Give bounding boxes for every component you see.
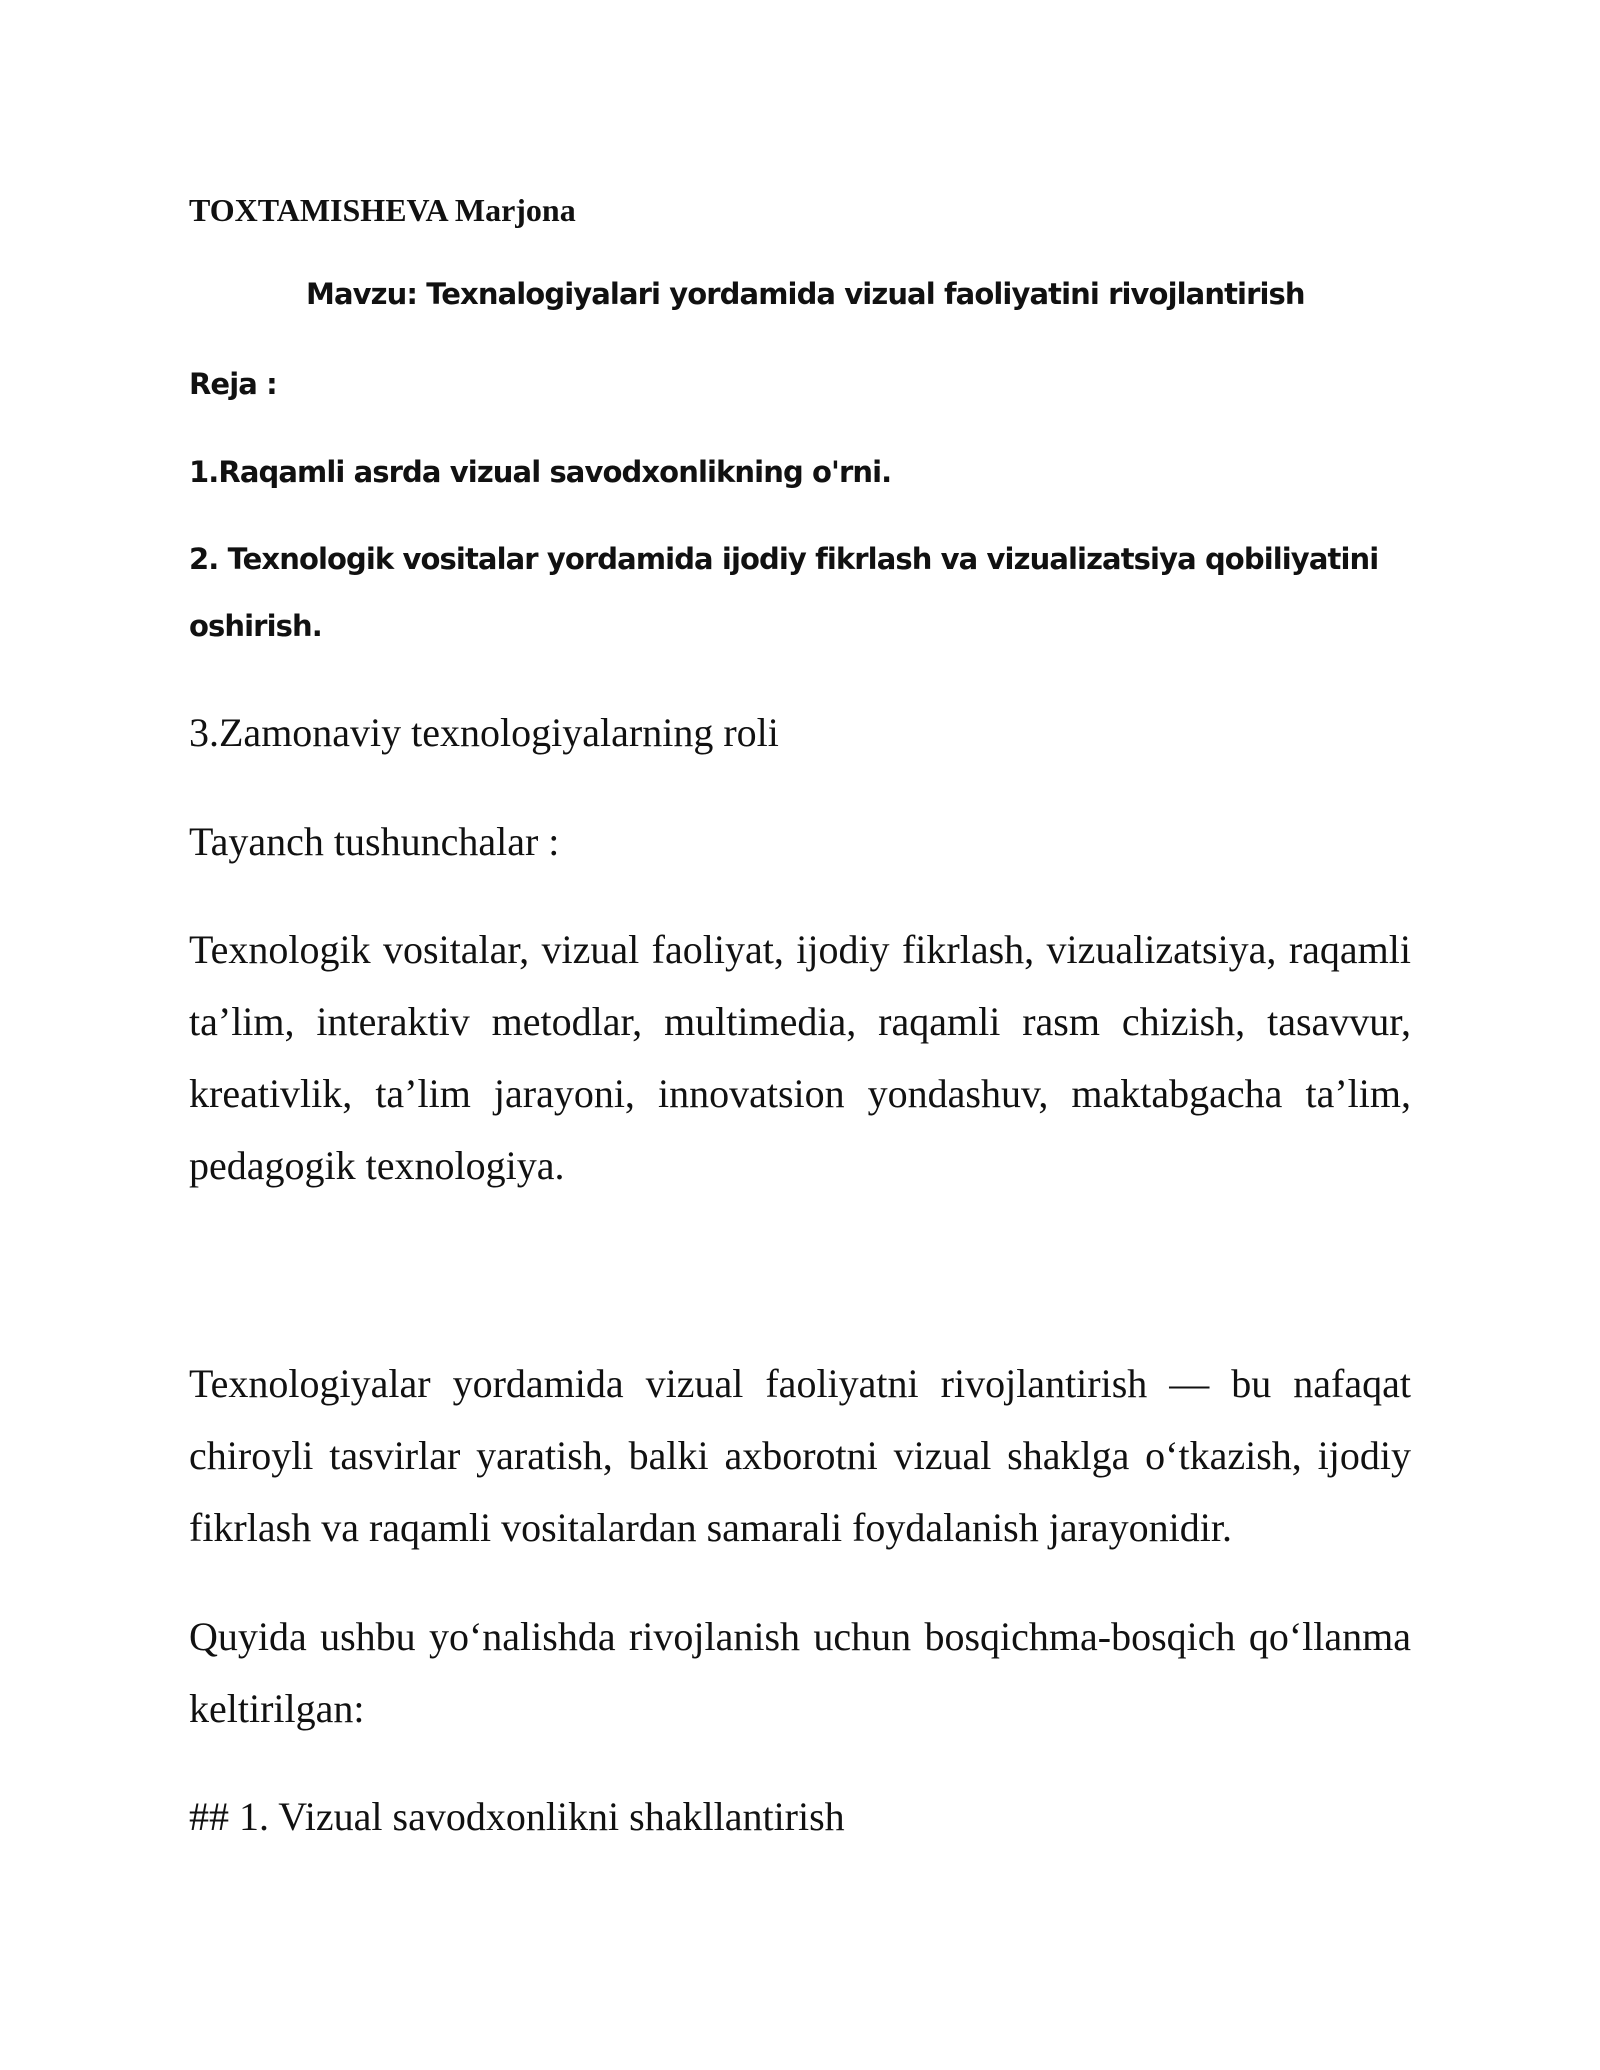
section-heading: ## 1. Vizual savodxonlikni shakllantirish xyxy=(189,1794,845,1839)
author-name: TOXTAMISHEVA Marjona xyxy=(189,192,576,228)
plan-item-2: 2. Texnologik vositalar yordamida ijodiy fikrlash va vizualizatsiya qobiliyatini oshirish. xyxy=(189,542,1379,643)
topic-title: Mavzu: Texnalogiyalari yordamida vizual faoliyatini rivojlantirish xyxy=(306,277,1305,311)
key-concepts-paragraph: Texnologik vositalar, vizual faoliyat, ijodiy fikrlash, vizualizatsiya, raqamli ta’lim, interaktiv metodlar, multimedia, raqamli rasm chizish, tasavvur, kreativlik, ta’lim jarayoni, innovatsion yondashuv, maktabgacha ta’lim, pedagogik texnologiya. xyxy=(189,927,1411,1188)
key-concepts-title: Tayanch tushunchalar : xyxy=(189,819,560,864)
plan-item-1: 1.Raqamli asrda vizual savodxonlikning o'rni. xyxy=(189,455,892,489)
intro-paragraph: Texnologiyalar yordamida vizual faoliyatni rivojlantirish — bu nafaqat chiroyli tasvirlar yaratish, balki axborotni vizual shaklga o‘tkazish, ijodiy fikrlash va raqamli vositalardan samarali foydalanish jarayonidir. xyxy=(189,1361,1411,1550)
plan-title: Reja : xyxy=(189,367,277,401)
plan-item-3: 3.Zamonaviy texnologiyalarning roli xyxy=(189,710,779,755)
guide-paragraph: Quyida ushbu yo‘nalishda rivojlanish uchun bosqichma-bosqich qo‘llanma keltirilgan: xyxy=(189,1614,1411,1731)
